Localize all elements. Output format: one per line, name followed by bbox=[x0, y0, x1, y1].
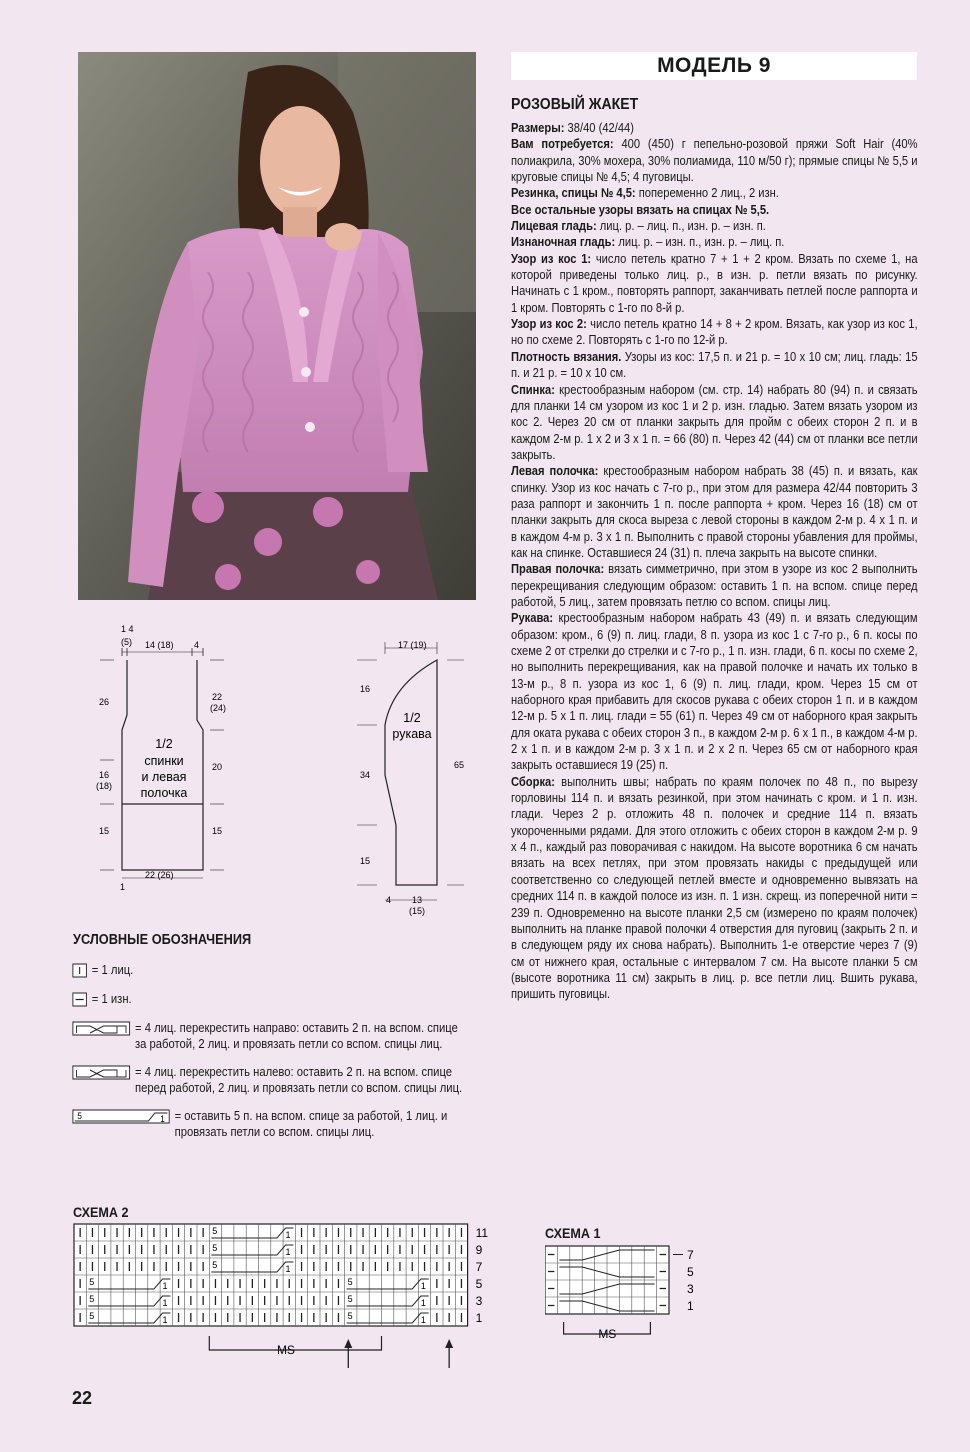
body-label: 1/2 bbox=[155, 737, 173, 751]
dim-label: 1 bbox=[120, 882, 126, 892]
paragraph: Рукава: крестообразным набором набрать 43 (49) п. и вязать следующим образом: кром., 6 (9) п. лиц. глади, 8 п. узора из кос 1 с 7-го р., 6 п. косы по схеме 2 от стрелки до стрелки и с 7-го р., 1 п. изн. глади, 6 п. косы по схеме 2, но выполнить перекрещивания, как на правой полочке и начать их только в 13-м р., 8 п. узора из кос 1, 6 (9) п. лиц. глади, кром. Через 15 см от наборного края прибавить для скосов рукава с обеих сторон 1 п. и в каждом 12-м р. 5 х 1 п. лиц. глади = 55 (61) п. Через 49 см от наборного края закрыть для оката рукава с обеих сторон 3 п., в каждом 2-м р. 6 х 1 п., в каждом 4-м р. 2 х 1 п. и в каждом 2-м р. 3 х 1 п. и 2 х 2 п. Через 65 см от наборного края закрыть оставшиеся 19 (25) п. bbox=[511, 611, 918, 773]
legend-item: = 4 лиц. перекрестить направо: оставить 2 п. на вспом. спице за работой, 2 лиц. и провязать петли со вспом. спицы лиц. bbox=[72, 1020, 468, 1052]
paragraph: Узор из кос 2: число петель кратно 14 + 8 + 2 кром. Вязать, как узор из кос 1, но по схеме 2. Повторять с 1-го по 12-й р. bbox=[511, 317, 918, 348]
paragraph: Плотность вязания. Узоры из кос: 17,5 п. и 21 р. = 10 х 10 см; лиц. гладь: 15 п. и 21 р. = 10 х 10 см. bbox=[511, 349, 918, 381]
model-photo bbox=[78, 52, 476, 600]
dim-label: (24) bbox=[210, 703, 227, 713]
paragraph: Левая полочка: крестообразным набором набрать 38 (45) п. и вязать, как спинку. Узор из кос начать с 7-го р., при этом для размера 42/44 повторить 3 раза раппорт и закончить 1 п. после раппорта + кром. Через 16 (18) см от планки закрыть для скоса выреза с левой стороны в каждом 2-м р. 4 х 1 п. и в каждом 4-м р. 3 х 1 п. Выполнить с правой стороны убавления для проймы, как на спинке. Оставшиеся 24 (31) п. плеча закрыть на высоте спинки. bbox=[511, 464, 918, 560]
dim-label: 26 bbox=[99, 697, 110, 707]
paragraph: Спинка: крестообразным набором (см. стр. 14) набрать 80 (94) п. и связать для планки 14 см узором из кос 1 и 2 р. изн. гладью. Затем вязать узором из кос 2. Через 20 см от планки закрыть для пройм с обеих сторон 2 п. и в каждом 2-м р. 1 х 2 и 3 х 1 п. = 66 (80) п. Через 42 (44) см от планки все петли закрыть. bbox=[511, 382, 918, 462]
dim-label: 16 bbox=[99, 770, 110, 780]
dim-label: 16 bbox=[360, 684, 371, 694]
cable-number: 1 bbox=[285, 1230, 291, 1240]
cable-number: 1 bbox=[162, 1298, 168, 1308]
dim-label: 4 bbox=[194, 640, 200, 650]
dim-label: 15 bbox=[212, 826, 223, 836]
legend-item: = 1 лиц. bbox=[72, 962, 468, 979]
dim-label: 15 bbox=[99, 826, 110, 836]
cable-number: 5 bbox=[347, 1294, 353, 1304]
row-number: 5 bbox=[687, 1265, 694, 1279]
row-number: 3 bbox=[475, 1294, 483, 1308]
row-number: 7 bbox=[687, 1248, 694, 1262]
dim-label: 15 bbox=[360, 856, 371, 866]
sleeve-pattern-diagram bbox=[352, 630, 472, 920]
dim-label: (15) bbox=[409, 906, 426, 916]
photo-illustration bbox=[78, 52, 476, 600]
paragraph: Сборка: выполнить швы; набрать по краям полочек по 48 п., по вырезу горловины 114 п. и вязать резинкой, при этом начинать с кром. и 1 п. изн. глади. Через 2 р. отложить 48 п. полочек и средние 114 п. вязать укороченными рядами. Для этого отложить с обеих сторон в каждом 2-м р. 9 х 4 п., каждый раз поворачивая с накидом. На высоте воротника 6 см начать вязать на всех петлях, при этом провязать накиды с предыдущей или соответственно со следующей петлей вместе и одновременно вывязать на средних 114 п. в каждой полосе из изн. п. 1 изн. скрещ. из поперечной нити = 239 п. Одновременно на высоте планки 2,5 см (измерено по краям полочек) выполнить на планке правой полочки 4 отверстия для пуговиц (закрыть 2 п. и в следующем ряду их снова набрать). Выполнить 1-е отверстие через 7 (9) см от нижнего края, остальные с интервалом 7 см. На высоте планки 5 см (высоте воротника 11 см) закрыть в лиц. р. все петли лиц. Вшить рукава, пришить пуговицы. bbox=[511, 774, 918, 1002]
cable-number: 5 bbox=[89, 1277, 95, 1287]
schema1-label: СХЕМА 1 bbox=[545, 1225, 601, 1241]
row-number: 1 bbox=[475, 1311, 483, 1325]
row-number: 5 bbox=[475, 1277, 483, 1291]
dim-label: 65 bbox=[454, 760, 465, 770]
dim-label: 22 (26) bbox=[145, 870, 174, 880]
paragraph: Все остальные узоры вязать на спицах № 5,5. bbox=[511, 202, 770, 217]
paragraph: Лицевая гладь: лиц. р. – лиц. п., изн. р. – изн. п. bbox=[511, 219, 766, 234]
legend-title: УСЛОВНЫЕ ОБОЗНАЧЕНИЯ bbox=[73, 932, 252, 948]
dim-label: 17 (19) bbox=[398, 640, 427, 650]
dim-label: 1 4 bbox=[121, 624, 134, 634]
paragraph: Резинка, спицы № 4,5: попеременно 2 лиц., 2 изн. bbox=[511, 186, 779, 201]
dim-label: 20 bbox=[212, 762, 223, 772]
model-heading: МОДЕЛЬ 9 bbox=[511, 52, 917, 80]
legend-item: 5 1 = оставить 5 п. на вспом. спице за работой, 1 лиц. и провязать петли со вспом. спицы лиц. bbox=[72, 1108, 468, 1140]
paragraph: Правая полочка: вязать симметрично, при этом в узоре из кос 2 выполнить перекрещивания следующим образом: оставить 1 п. на вспом. спице перед работой, 5 лиц., затем провязать петлю со вспом. спицы лиц. bbox=[511, 562, 918, 609]
row-number: 11 bbox=[475, 1226, 489, 1240]
dim-label: (18) bbox=[96, 781, 113, 791]
row-number: 1 bbox=[687, 1299, 694, 1313]
cable-left-symbol bbox=[72, 1065, 131, 1081]
ms-label: MS bbox=[276, 1343, 295, 1357]
row-number: 7 bbox=[475, 1260, 483, 1274]
paragraph: Узор из кос 1: число петель кратно 7 + 1 + 2 кром. Вязать по схеме 1, на которой приведены только лиц. р., в изн. р. петли вязать по рисунку. Начинать с 1 кром., повторять раппорт, заканчивать петлей после раппорта и 1 кром. Повторять с 1-го по 8-й р. bbox=[511, 251, 918, 315]
cable-number: 1 bbox=[420, 1315, 426, 1325]
svg-text:5: 5 bbox=[77, 1110, 82, 1122]
cable-number: 1 bbox=[285, 1247, 291, 1257]
legend-item: = 4 лиц. перекрестить налево: оставить 2 п. на вспом. спице перед работой, 2 лиц. и провязать петли со вспом. спицы лиц. bbox=[72, 1064, 468, 1096]
dim-label: 14 (18) bbox=[145, 640, 174, 650]
cable-number: 5 bbox=[212, 1226, 218, 1236]
schema2-chart bbox=[72, 1222, 492, 1372]
dim-label: 4 bbox=[386, 895, 392, 905]
sleeve-label: рукава bbox=[392, 727, 432, 741]
dim-label: 34 bbox=[360, 770, 371, 780]
body-label: спинки bbox=[144, 754, 184, 768]
cable-number: 5 bbox=[89, 1294, 95, 1304]
cable-number: 1 bbox=[420, 1281, 426, 1291]
body-label: и левая bbox=[141, 770, 187, 784]
schema1-chart bbox=[545, 1244, 715, 1344]
paragraph: Размеры: 38/40 (42/44) bbox=[511, 121, 634, 135]
body-pattern-diagram bbox=[90, 620, 240, 895]
body-label: полочка bbox=[140, 786, 188, 800]
cable-number: 5 bbox=[212, 1243, 218, 1253]
arrow-icon bbox=[445, 1339, 453, 1348]
cable-number: 1 bbox=[162, 1315, 168, 1325]
cable-number: 5 bbox=[89, 1311, 95, 1321]
row-number: 9 bbox=[475, 1243, 483, 1257]
cable-number: 5 bbox=[212, 1260, 218, 1270]
purl-stitch-symbol bbox=[72, 992, 88, 1008]
legend bbox=[72, 962, 468, 1152]
cable-number: 1 bbox=[162, 1281, 168, 1291]
cable-number: 5 bbox=[347, 1311, 353, 1321]
cable-number: 1 bbox=[285, 1264, 291, 1274]
page-number: 22 bbox=[72, 1388, 93, 1408]
row-number: 3 bbox=[687, 1282, 694, 1296]
cable-6-symbol bbox=[72, 1109, 171, 1125]
ms-label: MS bbox=[598, 1327, 617, 1341]
schema2-label: СХЕМА 2 bbox=[73, 1204, 129, 1220]
svg-text:1: 1 bbox=[160, 1113, 165, 1125]
paragraph: Изнаночная гладь: лиц. р. – изн. п., изн. р. – лиц. п. bbox=[511, 235, 785, 250]
repeat-bracket bbox=[209, 1336, 381, 1350]
dim-label: (5) bbox=[121, 637, 132, 647]
cable-number: 1 bbox=[420, 1298, 426, 1308]
knit-stitch-symbol bbox=[72, 963, 88, 979]
cable-number: 5 bbox=[347, 1277, 353, 1287]
sleeve-label: 1/2 bbox=[403, 711, 421, 725]
paragraph: Вам потребуется: 400 (450) г пепельно-розовой пряжи Soft Hair (40% полиакрила, 30% мохера, 30% полиамида, 110 м/50 г); прямые спицы № 5,5 и круговые спицы № 4,5; 4 пуговицы. bbox=[511, 137, 918, 185]
dim-label: 22 bbox=[212, 692, 223, 702]
cable-right-symbol bbox=[72, 1021, 131, 1037]
dim-label: 13 bbox=[412, 895, 423, 905]
instructions bbox=[511, 120, 918, 1003]
arrow-icon bbox=[344, 1339, 352, 1348]
legend-item: = 1 изн. bbox=[72, 991, 468, 1008]
pattern-title: РОЗОВЫЙ ЖАКЕТ bbox=[511, 96, 639, 113]
